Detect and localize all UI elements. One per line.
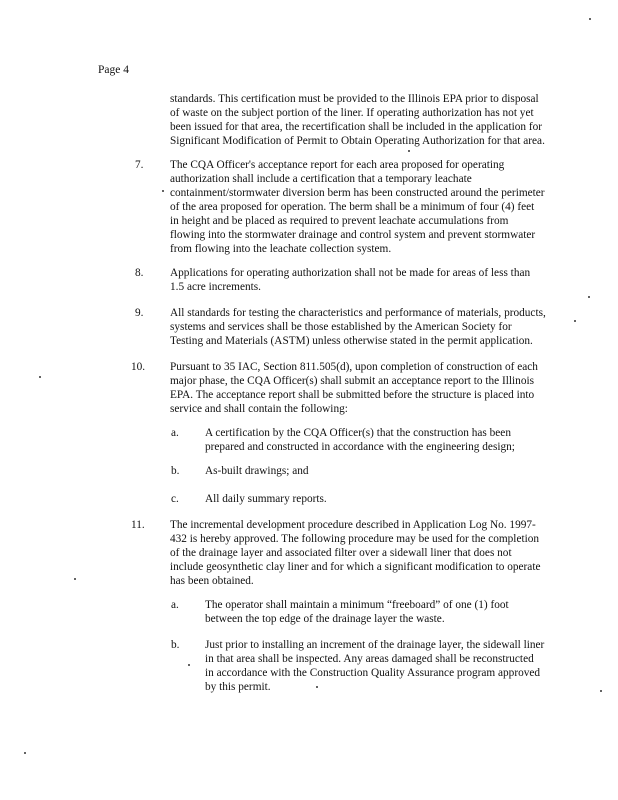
item-line: has been obtained.: [170, 575, 254, 587]
sub-item-line: prepared and constructed in accordance with the engineering design;: [205, 441, 515, 453]
item-line: Testing and Materials (ASTM) unless otherwise stated in the permit application.: [170, 335, 533, 347]
scan-speck: [588, 296, 590, 298]
scan-speck: [574, 320, 576, 322]
item-line: The CQA Officer's acceptance report for each area proposed for operating: [170, 159, 505, 171]
item-line: systems and services shall be those established by the American Society for: [170, 321, 512, 333]
intro-line: standards. This certification must be provided to the Illinois EPA prior to disposal: [170, 93, 539, 105]
item-line: include geosynthetic clay liner and for which a significant modification to operate: [170, 561, 541, 573]
item-line: service and shall contain the following:: [170, 403, 348, 415]
item-line: The incremental development procedure described in Application Log No. 1997-: [170, 519, 536, 531]
item-number: 7.: [135, 159, 144, 171]
sub-item-letter: b.: [171, 465, 180, 477]
item-number: 10.: [131, 361, 146, 373]
item-line: in height and be placed as required to prevent leachate accumulations from: [170, 215, 509, 227]
intro-line: been issued for that area, the recertification shall be included in the application for: [170, 121, 543, 133]
scan-speck: [316, 686, 318, 688]
sub-item-line: in accordance with the Construction Quality Assurance program approved: [205, 667, 541, 679]
sub-item-letter: b.: [171, 639, 180, 651]
item-number: 9.: [135, 307, 144, 319]
item-line: of the area proposed for operation. The berm shall be a minimum of four (4) feet: [170, 201, 535, 213]
intro-line: Significant Modification of Permit to Obtain Operating Authorization for that area.: [170, 135, 545, 147]
item-line: Applications for operating authorization shall not be made for areas of less than: [170, 267, 531, 279]
item-line: 432 is hereby approved. The following procedure may be used for the completion: [170, 533, 540, 545]
item-number: 11.: [131, 519, 145, 531]
scan-speck: [39, 376, 41, 378]
sub-item-line: between the top edge of the drainage layer the waste.: [205, 613, 445, 625]
sub-item-line: by this permit.: [205, 681, 271, 693]
intro-line: of waste on the subject portion of the liner. If operating authorization has not yet: [170, 107, 534, 119]
item-line: from flowing into the leachate collection system.: [170, 243, 392, 255]
scan-speck: [589, 18, 591, 20]
scan-speck: [600, 690, 602, 692]
sub-item-letter: a.: [171, 427, 179, 439]
item-line: containment/stormwater diversion berm has been constructed around the perimeter: [170, 187, 545, 199]
sub-item-letter: a.: [171, 599, 179, 611]
item-number: 8.: [135, 267, 144, 279]
item-line: major phase, the CQA Officer(s) shall submit an acceptance report to the Illinois: [170, 375, 535, 387]
item-line: EPA. The acceptance report shall be submitted before the structure is placed into: [170, 389, 535, 401]
scan-speck: [74, 578, 76, 580]
scan-speck: [408, 150, 410, 152]
scan-speck: [162, 190, 164, 192]
sub-item-line: As-built drawings; and: [205, 465, 309, 477]
sub-item-line: The operator shall maintain a minimum “freeboard” of one (1) foot: [205, 599, 509, 611]
item-line: All standards for testing the characteristics and performance of materials, products,: [170, 307, 546, 319]
sub-item-line: A certification by the CQA Officer(s) that the construction has been: [205, 427, 511, 439]
scan-speck: [188, 664, 190, 666]
item-line: Pursuant to 35 IAC, Section 811.505(d), upon completion of construction of each: [170, 361, 538, 373]
sub-item-line: Just prior to installing an increment of the drainage layer, the sidewall liner: [205, 639, 545, 651]
sub-item-letter: c.: [171, 493, 179, 505]
item-line: authorization shall include a certification that a temporary leachate: [170, 173, 472, 185]
sub-item-line: in that area shall be inspected. Any areas damaged shall be reconstructed: [205, 653, 534, 665]
item-line: 1.5 acre increments.: [170, 281, 261, 293]
item-line: of the drainage layer and associated filter over a sidewall liner that does not: [170, 547, 512, 559]
sub-item-line: All daily summary reports.: [205, 493, 327, 505]
page-number-label: Page 4: [98, 64, 129, 76]
scan-speck: [24, 752, 26, 754]
item-line: flowing into the stormwater drainage and control system and prevent stormwater: [170, 229, 536, 241]
